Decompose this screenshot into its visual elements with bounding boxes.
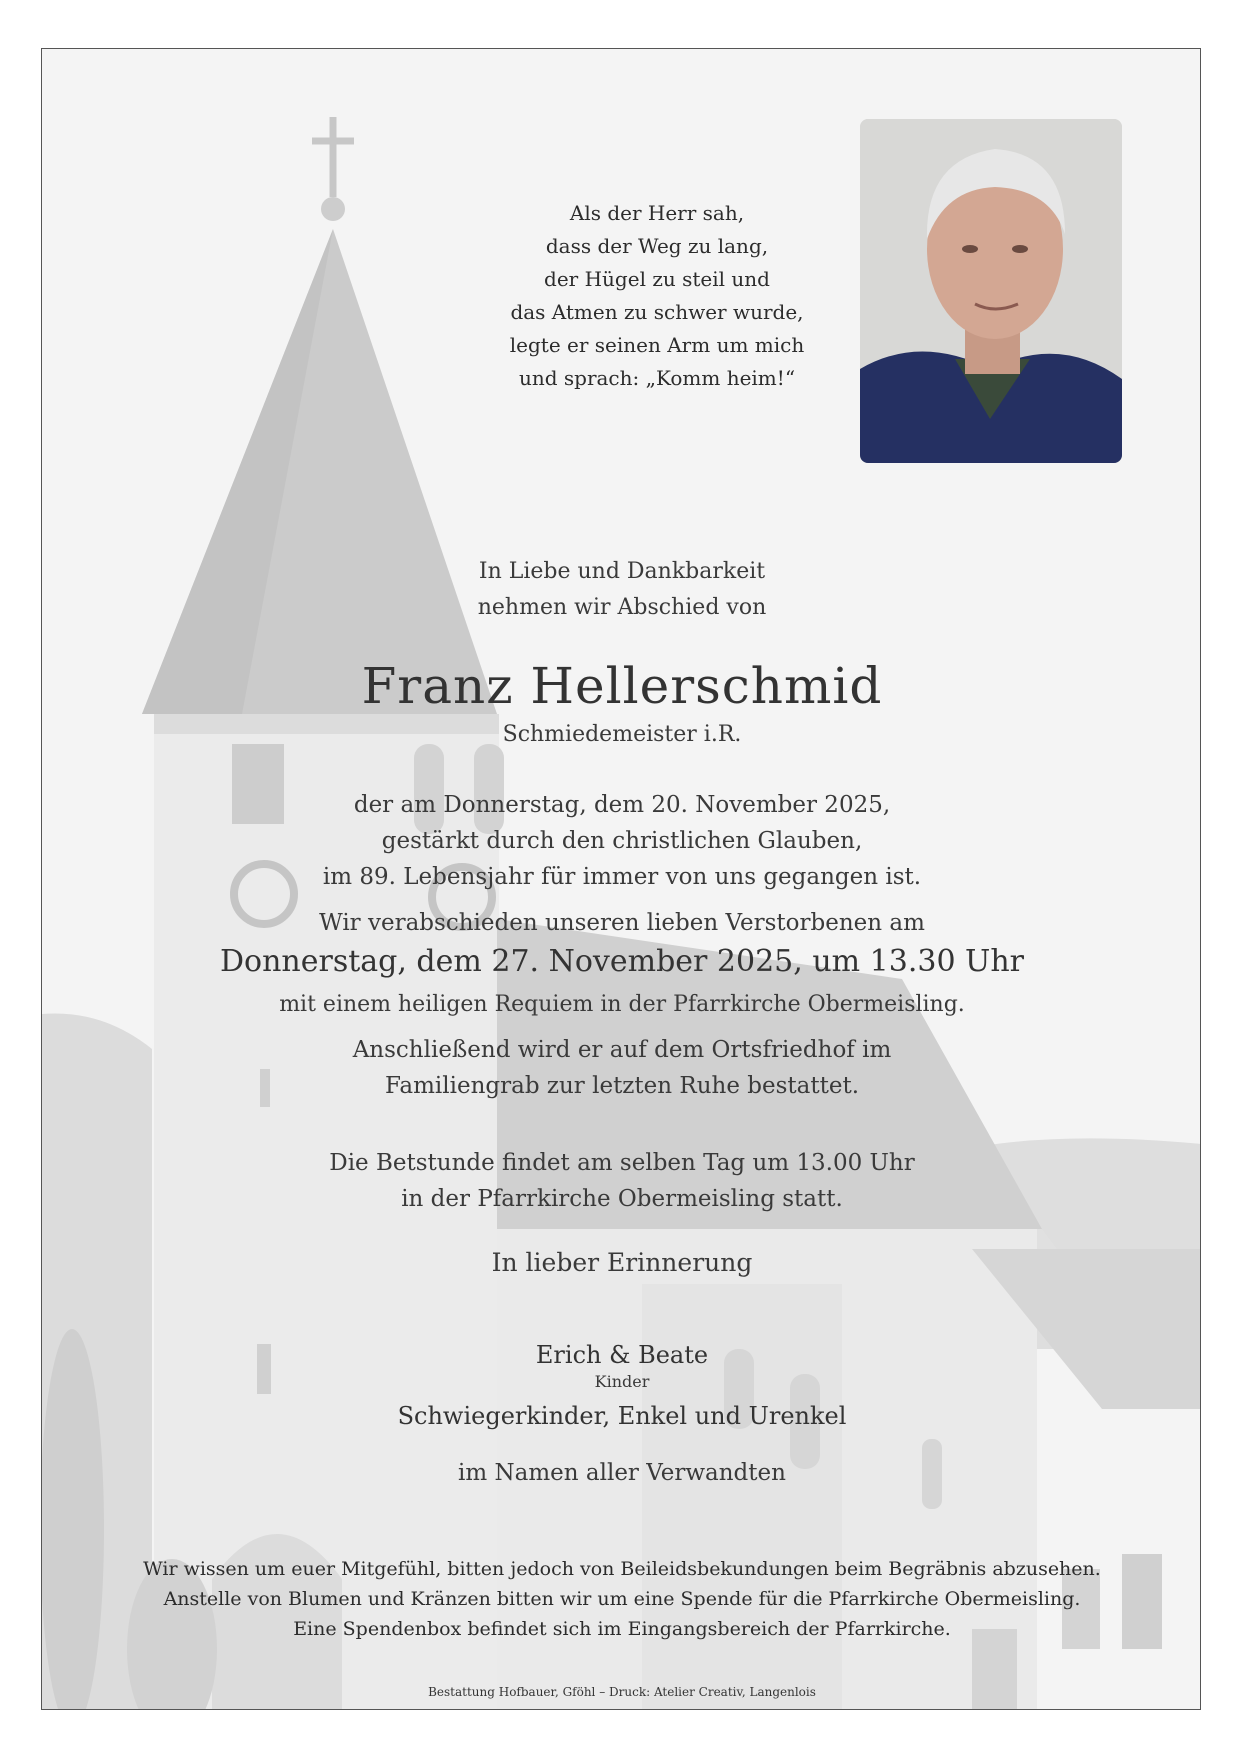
- funeral-lead: Wir verabschieden unseren lieben Verstorbenen am: [319, 910, 925, 936]
- poem-quote: [437, 197, 877, 395]
- burial-line: Anschließend wird er auf dem Ortsfriedhof im: [352, 1037, 892, 1063]
- intro-line: nehmen wir Abschied von: [477, 595, 767, 620]
- deceased-name: Franz Hellerschmid: [361, 657, 883, 715]
- funeral-date: Donnerstag, dem 27. November 2025, um 13.30 Uhr: [219, 944, 1025, 979]
- funeral-mass: mit einem heiligen Requiem in der Pfarrkirche Obermeisling.: [279, 992, 965, 1017]
- intro-text: [42, 554, 1201, 626]
- death-line: im 89. Lebensjahr für immer von uns gegangen ist.: [322, 864, 922, 890]
- prayer-info: [42, 1145, 1201, 1217]
- notice-line: Wir wissen um euer Mitgefühl, bitten jedoch von Beileidsbekundungen beim Begräbnis abzusehen.: [143, 1558, 1101, 1580]
- family-others: Schwiegerkinder, Enkel und Urenkel: [397, 1402, 847, 1430]
- family-children-label: Kinder: [594, 1372, 650, 1391]
- footer-credits: Bestattung Hofbauer, Gföhl – Druck: Atelier Creativ, Langenlois: [428, 1685, 816, 1699]
- poem-line: legte er seinen Arm um mich: [509, 333, 805, 357]
- condolence-notice: [42, 1554, 1201, 1644]
- poem-line: das Atmen zu schwer wurde,: [510, 300, 804, 324]
- prayer-line: in der Pfarrkirche Obermeisling statt.: [401, 1186, 843, 1212]
- remembrance-heading: In lieber Erinnerung: [491, 1248, 753, 1277]
- family-relatives: im Namen aller Verwandten: [458, 1460, 786, 1486]
- prayer-line: Die Betstunde findet am selben Tag um 13.00 Uhr: [329, 1150, 915, 1176]
- poem-line: und sprach: „Komm heim!“: [518, 366, 796, 390]
- portrait-photo: [860, 119, 1122, 463]
- poem-line: dass der Weg zu lang,: [545, 234, 769, 258]
- poem-line: der Hügel zu steil und: [544, 267, 770, 291]
- burial-info: [42, 1032, 1201, 1104]
- obituary-card: [41, 48, 1201, 1710]
- death-announcement: [42, 787, 1201, 895]
- family-children: Erich & Beate: [535, 1341, 709, 1369]
- death-line: der am Donnerstag, dem 20. November 2025,: [353, 792, 891, 818]
- poem-line: Als der Herr sah,: [569, 201, 745, 225]
- burial-line: Familiengrab zur letzten Ruhe bestattet.: [384, 1073, 860, 1099]
- deceased-profession: Schmiedemeister i.R.: [502, 722, 742, 747]
- death-line: gestärkt durch den christlichen Glauben,: [381, 828, 863, 854]
- notice-line: Anstelle von Blumen und Kränzen bitten wir um eine Spende für die Pfarrkirche Obermeisling.: [163, 1588, 1081, 1610]
- intro-line: In Liebe und Dankbarkeit: [478, 559, 766, 584]
- notice-line: Eine Spendenbox befindet sich im Eingangsbereich der Pfarrkirche.: [293, 1618, 951, 1640]
